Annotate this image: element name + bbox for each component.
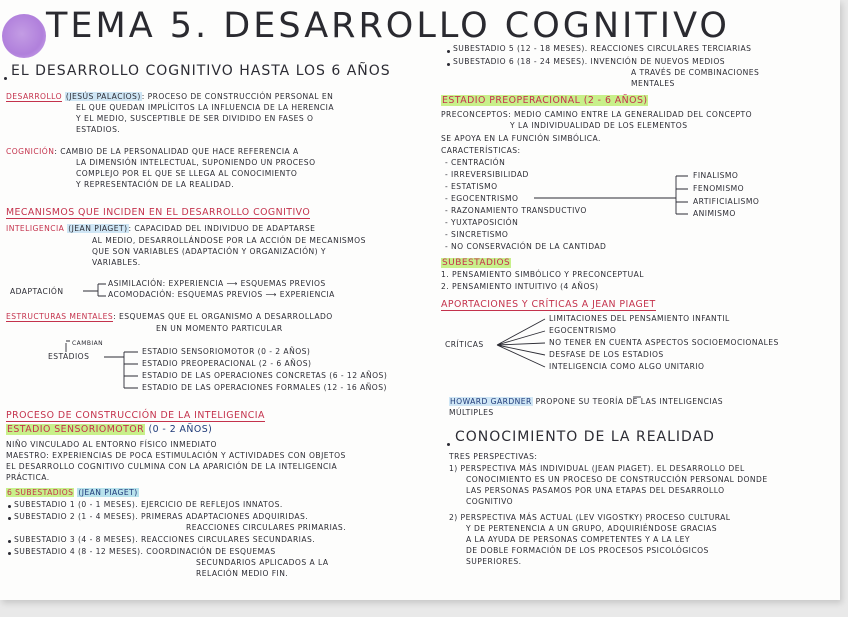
preoperacional-text-1: PRECONCEPTOS: MEDIO CAMINO ENTRE LA GENERALIDAD DEL CONCEPTO (441, 110, 753, 119)
tres-perspectivas: TRES PERSPECTIVAS: (449, 452, 538, 461)
aportaciones-heading: APORTACIONES Y CRÍTICAS A JEAN PIAGET (441, 299, 656, 310)
critica-limitaciones: LIMITACIONES DEL PENSAMIENTO INFANTIL (549, 314, 730, 323)
estadio-operaciones-concretas: ESTADIO DE LAS OPERACIONES CONCRETAS (6 - 12 AÑOS) (142, 371, 388, 380)
subestadio-preop-2: 2. PENSAMIENTO INTUITIVO (4 AÑOS) (441, 282, 599, 291)
caracteristica-sincretismo: - SINCRETISMO (445, 230, 509, 239)
gardner-name: HOWARD GARDNER (450, 397, 532, 406)
critica-desfase: DESFASE DE LOS ESTADIOS (549, 350, 664, 359)
subestadio-1: SUBESTADIO 1 (0 - 1 MESES). EJERCICIO DE REFLEJOS INNATOS. (14, 500, 283, 509)
desarrollo-text-4: ESTADIOS. (76, 125, 121, 134)
subestadio-6-detail-2: MENTALES (631, 79, 675, 88)
desarrollo-author: (JESÚS PALACIOS) (65, 92, 141, 101)
caracteristica-centracion: - CENTRACIÓN (445, 158, 506, 167)
adaptacion-bracket (83, 284, 106, 296)
perspectiva-2-text-3: A LA AYUDA DE PERSONAS COMPETENTES Y A LA LEY (466, 535, 690, 544)
inteligencia-text-4: VARIABLES. (92, 258, 141, 267)
caracteristica-egocentrismo: - EGOCENTRISMO (445, 194, 519, 203)
adaptacion-label: ADAPTACIÓN (10, 287, 64, 296)
cognicion-term: COGNICIÓN (6, 147, 55, 156)
subestadio-4: SUBESTADIO 4 (8 - 12 MESES). COORDINACIÓN DE ESQUEMAS (14, 547, 276, 556)
proceso-heading: PROCESO DE CONSTRUCCIÓN DE LA INTELIGENCIA (6, 410, 265, 421)
desarrollo-text-3: Y EL MEDIO, SUSCEPTIBLE DE SER DIVIDIDO EN FASES O (76, 114, 314, 123)
cognicion-text-3: COMPLEJO POR EL QUE SE LLEGA AL CONOCIMIENTO (76, 169, 298, 178)
subestadio-6: SUBESTADIO 6 (18 - 24 MESES). INVENCIÓN DE NUEVOS MEDIOS (453, 57, 726, 66)
caracteristicas-label: CARACTERÍSTICAS: (441, 146, 521, 155)
caracteristica-yuxtaposicion: - YUXTAPOSICIÓN (445, 218, 519, 227)
subestadio-4-detail-1: SECUNDARIOS APLICADOS A LA (196, 558, 329, 567)
section-desarrollo-cognitivo: EL DESARROLLO COGNITIVO HASTA LOS 6 AÑOS (11, 63, 391, 79)
mecanismos-heading: MECANISMOS QUE INCIDEN EN EL DESARROLLO COGNITIVO (6, 207, 311, 218)
subestadios-heading: 6 SUBESTADIOS (7, 488, 74, 497)
gardner-text-1: PROPONE SU TEORÍA DE LAS INTELIGENCIAS (535, 397, 724, 406)
estadio-sensoriomotor: ESTADIO SENSORIOMOTOR (0 - 2 AÑOS) (142, 347, 311, 356)
critica-egocentrismo: EGOCENTRISMO (549, 326, 617, 335)
perspectiva-1-text-2: CONOCIMIENTO ES UN PROCESO DE CONSTRUCCIÓN PERSONAL DONDE (466, 475, 768, 484)
egocentrismo-fenomismo: FENOMISMO (693, 184, 745, 193)
critica-socioemocionales: NO TENER EN CUENTA ASPECTOS SOCIOEMOCIONALES (549, 338, 779, 347)
subestadio-3: SUBESTADIO 3 (4 - 8 MESES). REACCIONES CIRCULARES SECUNDARIAS. (14, 535, 316, 544)
criticas-fan (497, 319, 545, 367)
caracteristica-estatismo: - ESTATISMO (445, 182, 498, 191)
preoperacional-text-3: SE APOYA EN LA FUNCIÓN SIMBÓLICA. (441, 134, 601, 143)
inteligencia-text-3: QUE SON VARIABLES (ADAPTACIÓN Y ORGANIZACIÓN) Y (92, 247, 327, 256)
sensoriomotor-ages: (0 - 2 AÑOS) (148, 424, 213, 435)
caracteristica-no-conservacion: - NO CONSERVACIÓN DE LA CANTIDAD (445, 242, 607, 251)
estadios-label: ESTADIOS (48, 352, 90, 361)
preoperacional-text-2: Y LA INDIVIDUALIDAD DE LOS ELEMENTOS (510, 121, 688, 130)
estructuras-term: ESTRUCTURAS MENTALES (6, 312, 114, 321)
inteligencia-term: INTELIGENCIA (6, 224, 65, 233)
sensoriomotor-text-3: EL DESARROLLO COGNITIVO CULMINA CON LA APARICIÓN DE LA INTELIGENCIA (6, 462, 338, 471)
section-conocimiento-realidad: CONOCIMIENTO DE LA REALIDAD (455, 429, 715, 445)
subestadio-5: SUBESTADIO 5 (12 - 18 MESES). REACCIONES CIRCULARES TERCIARIAS (453, 44, 752, 53)
subestadio-2-detail: REACCIONES CIRCULARES PRIMARIAS. (186, 523, 347, 532)
perspectiva-2-text-4: DE DOBLE FORMACIÓN DE LOS PROCESOS PSICOLÓGICOS (466, 546, 709, 555)
cognicion-text-1: : CAMBIO DE LA PERSONALIDAD QUE HACE REFERENCIA A (54, 147, 299, 156)
estadios-bracket (104, 352, 138, 388)
caracteristica-irreversibilidad: - IRREVERSIBILIDAD (445, 170, 529, 179)
sensoriomotor-text-4: PRÁCTICA. (6, 473, 50, 482)
egocentrismo-artificialismo: ARTIFICIALISMO (693, 197, 760, 206)
inteligencia-text-1: : CAPACIDAD DEL INDIVIDUO DE ADAPTARSE (128, 224, 316, 233)
estructuras-text-1: : ESQUEMAS QUE EL ORGANISMO A DESARROLLADO (113, 312, 333, 321)
desarrollo-term: DESARROLLO (6, 92, 62, 101)
critica-inteligencia-unitaria: INTELIGENCIA COMO ALGO UNITARIO (549, 362, 705, 371)
perspectiva-2-text-1: 2) PERSPECTIVA MÁS ACTUAL (LEV VIGOSTKY) PROCESO CULTURAL (449, 513, 731, 522)
cognicion-text-4: Y REPRESENTACIÓN DE LA REALIDAD. (76, 180, 235, 189)
preoperacional-heading-text: ESTADIO PREOPERACIONAL (2 - 6 AÑOS) (442, 95, 648, 106)
subestadio-preop-1: 1. PENSAMIENTO SIMBÓLICO Y PRECONCEPTUAL (441, 270, 644, 279)
inteligencia-text-2: AL MEDIO, DESARROLLÁNDOSE POR LA ACCIÓN DE MECANISMOS (92, 236, 366, 245)
perspectiva-1-text-1: 1) PERSPECTIVA MÁS INDIVIDUAL (JEAN PIAGET). EL DESARROLLO DEL (449, 464, 745, 473)
cognicion-text-2: LA DIMENSIÓN INTELECTUAL, SUPONIENDO UN PROCESO (76, 158, 316, 167)
estadio-operaciones-formales: ESTADIO DE LAS OPERACIONES FORMALES (12 - 16 AÑOS) (142, 383, 387, 392)
egocentrismo-animismo: ANIMISMO (693, 209, 736, 218)
subestadios-author: (JEAN PIAGET) (78, 488, 138, 497)
subestadio-2: SUBESTADIO 2 (1 - 4 MESES). PRIMERAS ADAPTACIONES ADQUIRIDAS. (14, 512, 309, 521)
estructuras-text-2: EN UN MOMENTO PARTICULAR (156, 324, 283, 333)
gardner-text-2: MÚLTIPLES (449, 408, 494, 417)
perspectiva-2-text-5: SUPERIORES. (466, 557, 522, 566)
sensoriomotor-text-2: MAESTRO: EXPERIENCIAS DE POCA ESTIMULACIÓN Y ACTIVIDADES CON OBJETOS (6, 451, 346, 460)
inteligencia-author: (JEAN PIAGET) (68, 224, 128, 233)
acomodacion-item: ACOMODACIÓN: ESQUEMAS PREVIOS ⟶ EXPERIENCIA (108, 290, 335, 299)
criticas-label: CRÍTICAS (445, 340, 484, 349)
asimilacion-item: ASIMILACIÓN: EXPERIENCIA ⟶ ESQUEMAS PREVIOS (108, 279, 326, 288)
page-title: TEMA 5. DESARROLLO COGNITIVO (46, 6, 730, 46)
sensoriomotor-text-1: NIÑO VINCULADO AL ENTORNO FÍSICO INMEDIATO (6, 440, 217, 449)
cambian-label: CAMBIAN (72, 340, 104, 347)
caracteristica-razonamiento: - RAZONAMIENTO TRANSDUCTIVO (445, 206, 587, 215)
desarrollo-text-2: EL QUE QUEDAN IMPLÍCITOS LA INFLUENCIA DE LA HERENCIA (76, 103, 335, 112)
perspectiva-1-text-3: LAS PERSONAS PASAMOS POR UNA ETAPAS DEL DESARROLLO (466, 486, 725, 495)
subestadio-6-detail-1: A TRAVÉS DE COMBINACIONES (631, 68, 760, 77)
egocentrismo-bracket (534, 176, 688, 214)
subestadio-4-detail-2: RELACIÓN MEDIO FIN. (196, 569, 289, 578)
cambian-arrow (66, 341, 70, 352)
desarrollo-text-1: : PROCESO DE CONSTRUCCIÓN PERSONAL EN (141, 92, 334, 101)
sensoriomotor-heading: ESTADIO SENSORIOMOTOR (7, 424, 145, 435)
perspectiva-2-text-2: Y DE PERTENENCIA A UN GRUPO, ADQUIRIÉNDOSE GRACIAS (466, 524, 717, 533)
estadio-preoperacional: ESTADIO PREOPERACIONAL (2 - 6 AÑOS) (142, 359, 312, 368)
subestadios-preop-heading-text: SUBESTADIOS (442, 258, 511, 268)
perspectiva-1-text-4: COGNITIVO (466, 497, 514, 506)
egocentrismo-finalismo: FINALISMO (693, 171, 739, 180)
